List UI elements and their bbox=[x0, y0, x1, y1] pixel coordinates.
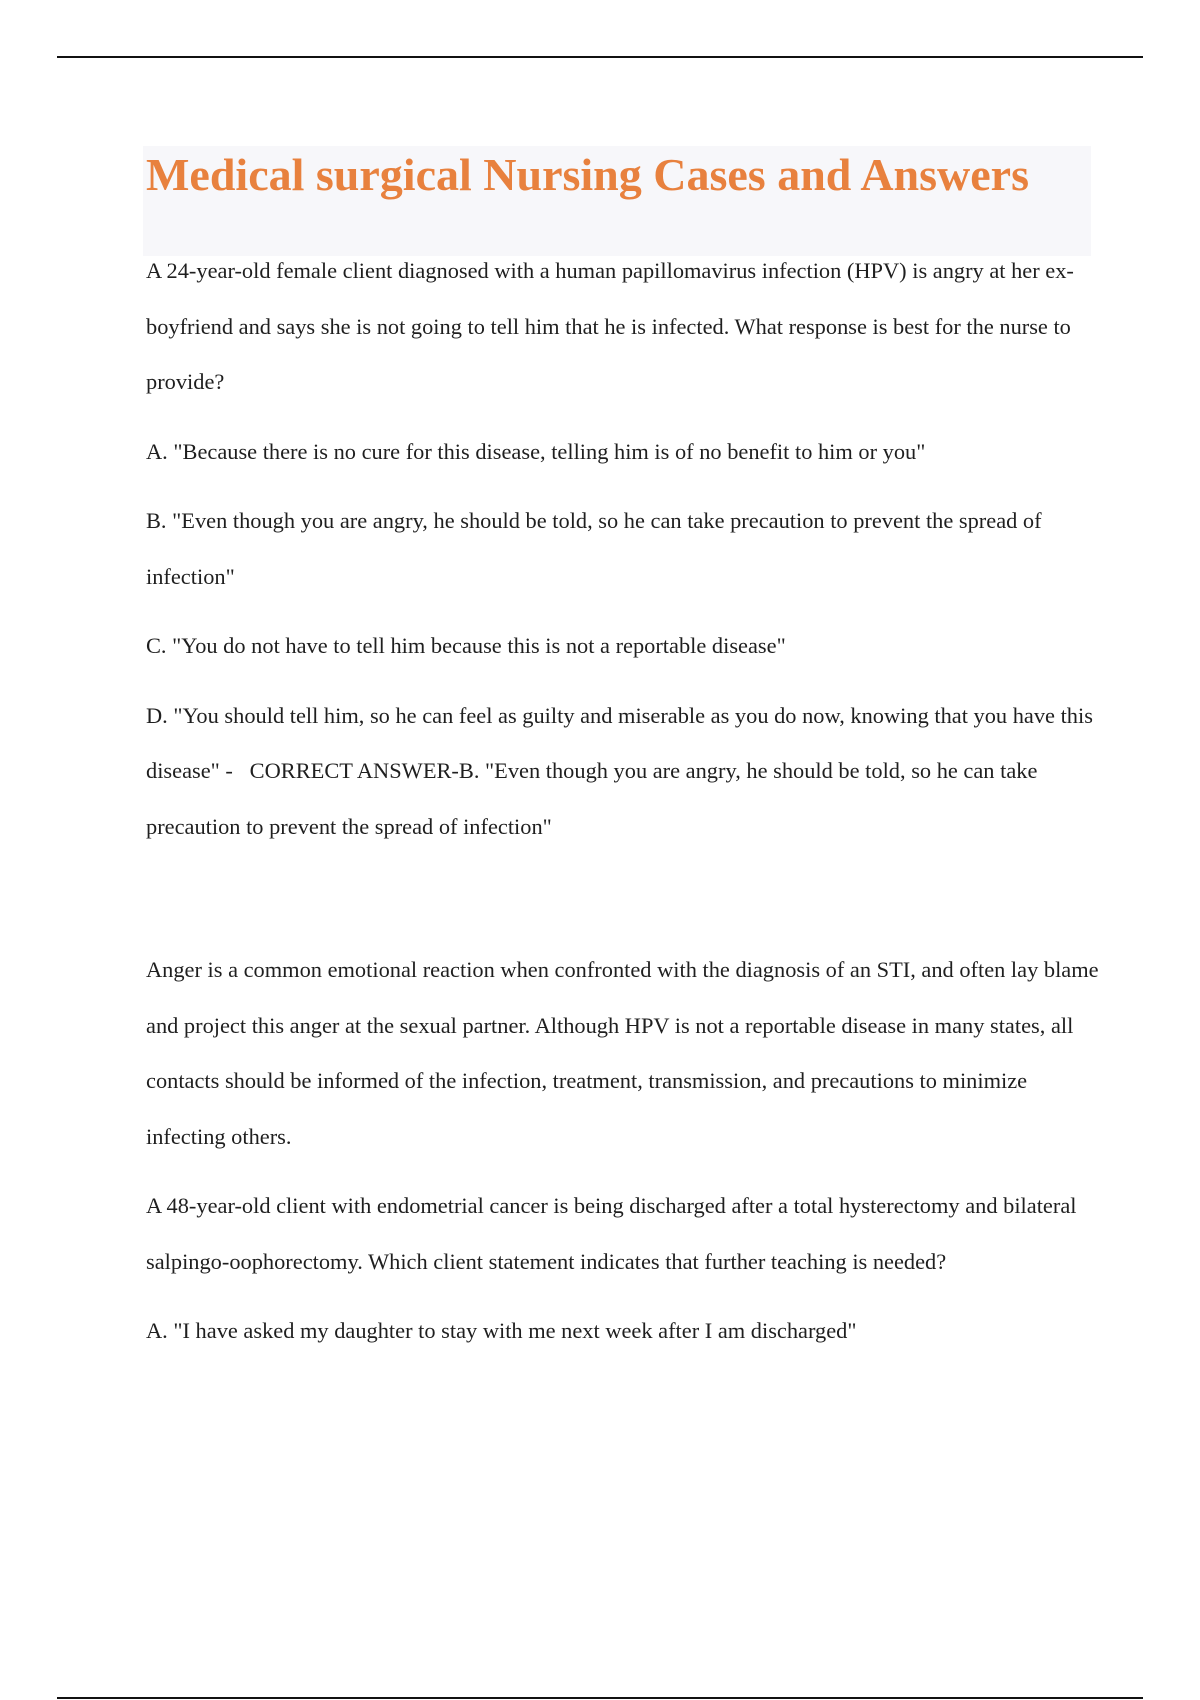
question-1-option-b: B. "Even though you are angry, he should be told, so he can take precaution to prevent the spread of infection" bbox=[146, 508, 1042, 589]
question-1-option-c: C. "You do not have to tell him because this is not a reportable disease" bbox=[146, 633, 786, 658]
question-1-stem: A 24-year-old female client diagnosed with a human papillomavirus infection (HPV) is angry at her ex-boyfriend and says she is not going to tell him that he is infected. What response is best for the nurse to provide? bbox=[146, 258, 1074, 394]
question-2-stem: A 48-year-old client with endometrial cancer is being discharged after a total hysterectomy and bilateral salpingo-oophorectomy. Which client statement indicates that further teaching is needed? bbox=[146, 1193, 1077, 1274]
answer-separator: - bbox=[219, 758, 250, 783]
top-rule bbox=[57, 56, 1143, 58]
question-2-option-a: A. "I have asked my daughter to stay with me next week after I am discharged" bbox=[146, 1318, 857, 1343]
question-1-rationale: Anger is a common emotional reaction when confronted with the diagnosis of an STI, and often lay blame and project this anger at the sexual partner. Although HPV is not a reportable disease in many states, all contacts should be informed of the infection, treatment, transmission, and precautions to minimize infecting others. bbox=[146, 957, 1099, 1149]
document-body bbox=[146, 243, 1106, 1359]
bottom-rule bbox=[57, 1697, 1143, 1699]
option-d-text: D. "You should tell him, so he can feel as guilty and miserable as you do now, knowing that you have this disease" bbox=[146, 702, 1093, 783]
document-title: Medical surgical Nursing Cases and Answers bbox=[146, 149, 1029, 200]
question-1-option-d bbox=[146, 688, 1106, 855]
correct-answer: CORRECT ANSWER-B. "Even though you are angry, he should be told, so he can take precaution to prevent the spread of infection" bbox=[146, 758, 1038, 839]
question-1-option-a: A. "Because there is no cure for this disease, telling him is of no benefit to him or you" bbox=[146, 438, 926, 464]
